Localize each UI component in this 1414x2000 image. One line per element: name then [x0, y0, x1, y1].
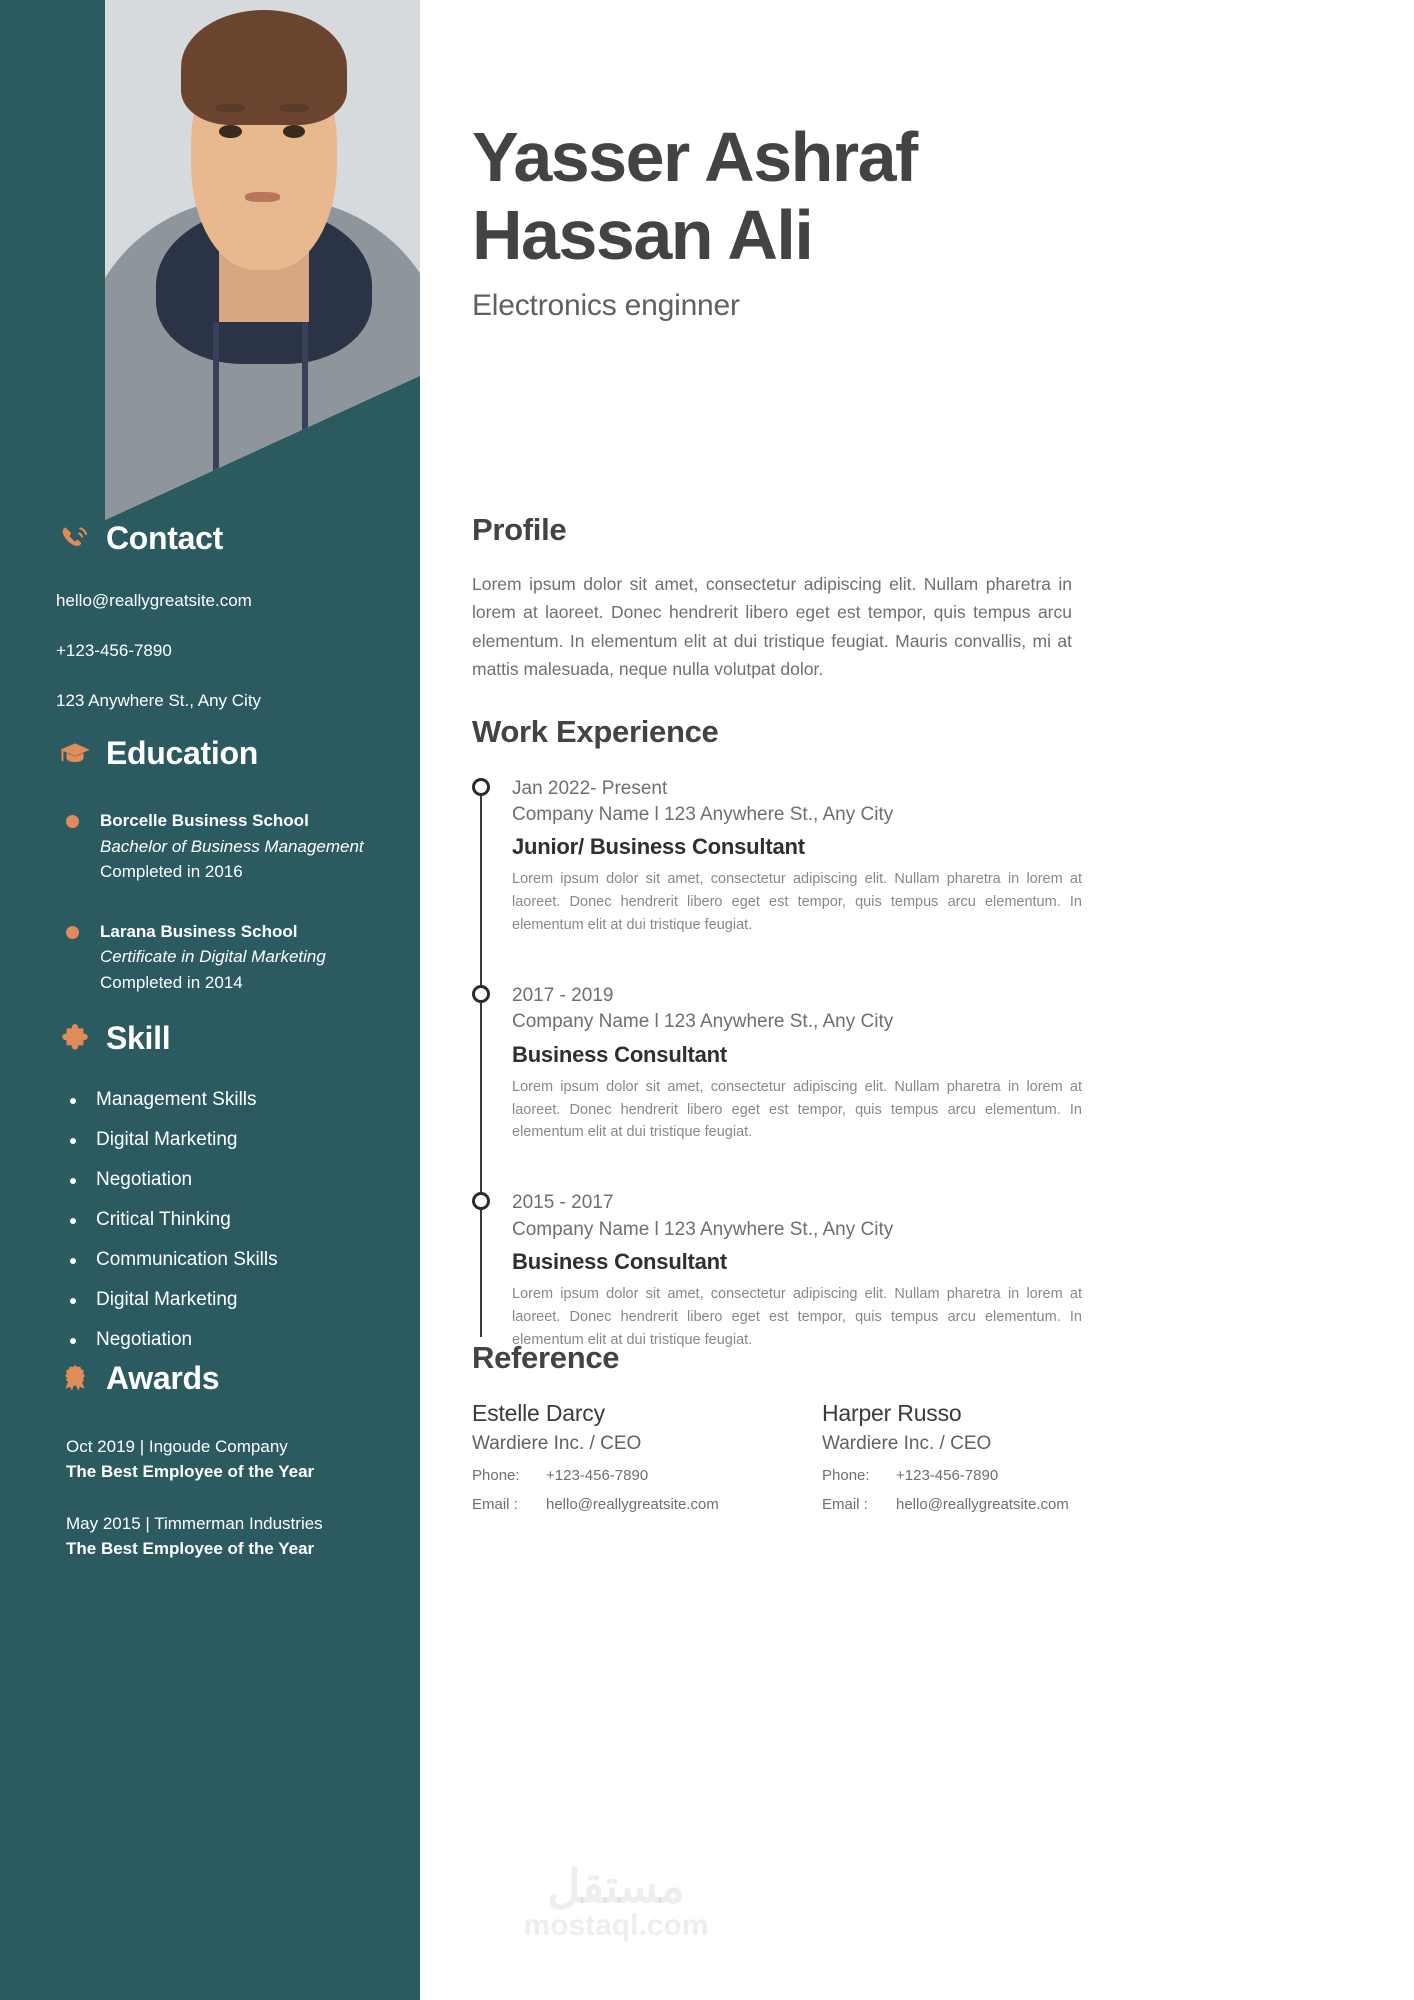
watermark-arabic: مستقل — [547, 1860, 685, 1912]
work-company: Company Name l 123 Anywhere St., Any City — [512, 1011, 894, 1033]
profile-photo — [0, 0, 420, 560]
name-block — [472, 118, 1352, 323]
work-role: Business Consultant — [512, 1248, 728, 1274]
education-degree: Certificate in Digital Marketing — [100, 947, 326, 966]
award-ribbon-icon — [58, 1362, 92, 1396]
reference-list — [472, 1400, 1172, 1513]
work-description: Lorem ipsum dolor sit amet, consectetur adipiscing elit. Nullam pharetra in lorem at laoreet. Donec hendrerit libero eget est tempor, quis tempus arcu elementum. In elementum elit at dui tristique feugiat. — [512, 871, 1082, 934]
work-date: Jan 2022- Present — [512, 778, 668, 799]
contact-title: Contact — [106, 520, 224, 556]
skill-item: Management Skills — [70, 1089, 420, 1111]
reference-phone[interactable]: +123-456-7890 — [896, 1467, 999, 1484]
timeline-node-icon — [472, 985, 490, 1003]
award-meta: Oct 2019 | Ingoude Company — [66, 1437, 288, 1456]
award-item — [0, 1512, 420, 1561]
reference-role: Wardiere Inc. / CEO — [472, 1433, 642, 1454]
sidebar-section-awards — [0, 1360, 420, 1590]
work-role: Junior/ Business Consultant — [512, 834, 805, 860]
profile-title: Profile — [472, 512, 567, 547]
work-timeline — [472, 776, 1092, 1351]
education-list — [0, 808, 420, 995]
phone-icon — [58, 522, 92, 556]
email-label: Email : — [472, 1496, 518, 1513]
sidebar-section-skill — [0, 1020, 420, 1369]
skill-item: Negotiation — [70, 1329, 420, 1351]
timeline-node-icon — [472, 1192, 490, 1210]
work-role: Business Consultant — [512, 1041, 728, 1067]
awards-heading — [0, 1360, 420, 1397]
phone-label: Phone: — [472, 1467, 520, 1484]
portrait-image — [105, 0, 420, 520]
main-content — [420, 0, 1414, 2000]
skill-item: Digital Marketing — [70, 1129, 420, 1151]
awards-list — [0, 1435, 420, 1562]
work-item — [512, 983, 1092, 1144]
reference-phone-row — [822, 1467, 1132, 1484]
skill-item: Digital Marketing — [70, 1289, 420, 1311]
sidebar-section-contact — [0, 520, 420, 741]
awards-title: Awards — [106, 1360, 220, 1396]
work-experience-section — [472, 714, 1132, 1351]
award-item — [0, 1435, 420, 1484]
reference-email[interactable]: hello@reallygreatsite.com — [896, 1496, 1069, 1513]
education-title: Education — [106, 735, 258, 771]
work-description: Lorem ipsum dolor sit amet, consectetur adipiscing elit. Nullam pharetra in lorem at laoreet. Donec hendrerit libero eget est tempor, quis tempus arcu elementum. In elementum elit at dui tristique feugiat. — [512, 1078, 1082, 1141]
skill-list — [0, 1089, 420, 1351]
skill-item: Critical Thinking — [70, 1209, 420, 1231]
skill-title: Skill — [106, 1020, 171, 1056]
email-label: Email : — [822, 1496, 868, 1513]
education-school: Borcelle Business School — [100, 811, 309, 830]
reference-role: Wardiere Inc. / CEO — [822, 1433, 992, 1454]
work-date: 2017 - 2019 — [512, 985, 614, 1007]
reference-phone[interactable]: +123-456-7890 — [546, 1467, 649, 1484]
reference-phone-row — [472, 1467, 782, 1484]
reference-email-row — [822, 1496, 1132, 1513]
work-item — [512, 1190, 1092, 1351]
education-completed: Completed in 2014 — [100, 972, 243, 992]
skill-item: Negotiation — [70, 1169, 420, 1191]
reference-title: Reference — [472, 1340, 620, 1375]
reference-item — [822, 1400, 1132, 1513]
bullet-dot-icon — [66, 815, 79, 828]
bullet-dot-icon — [66, 926, 79, 939]
contact-heading — [0, 520, 420, 557]
education-item — [0, 919, 420, 996]
puzzle-piece-icon — [58, 1022, 92, 1056]
job-title: Electronics enginner — [472, 288, 740, 322]
work-company: Company Name l 123 Anywhere St., Any City — [512, 1218, 894, 1240]
work-date: 2015 - 2017 — [512, 1192, 614, 1214]
education-degree: Bachelor of Business Management — [100, 836, 364, 856]
education-completed: Completed in 2016 — [100, 862, 243, 881]
award-title: The Best Employee of the Year — [66, 1538, 315, 1558]
sidebar — [0, 0, 420, 2000]
contact-list — [0, 591, 420, 711]
watermark-latin: mostaql.com — [523, 1909, 709, 1943]
work-experience-title: Work Experience — [472, 714, 719, 749]
education-heading — [0, 735, 420, 772]
award-title: The Best Employee of the Year — [66, 1461, 315, 1481]
reference-name: Estelle Darcy — [472, 1400, 605, 1426]
timeline-node-icon — [472, 778, 490, 796]
work-item — [512, 776, 1092, 937]
skill-heading — [0, 1020, 420, 1057]
contact-address: 123 Anywhere St., Any City — [56, 691, 262, 710]
work-company: Company Name l 123 Anywhere St., Any City — [512, 804, 894, 826]
work-description: Lorem ipsum dolor sit amet, consectetur adipiscing elit. Nullam pharetra in lorem at laoreet. Donec hendrerit libero eget est tempor, quis tempus arcu elementum. In elementum elit at dui tristique feugiat. — [512, 1285, 1082, 1348]
reference-section — [472, 1340, 1172, 1513]
education-school: Larana Business School — [100, 921, 298, 941]
profile-section — [472, 512, 1112, 683]
graduation-cap-icon — [58, 737, 92, 771]
full-name-line1: Yasser Ashraf — [472, 118, 917, 196]
reference-name: Harper Russo — [822, 1400, 962, 1426]
reference-email[interactable]: hello@reallygreatsite.com — [546, 1496, 719, 1513]
phone-label: Phone: — [822, 1467, 870, 1484]
contact-email[interactable]: hello@reallygreatsite.com — [56, 591, 252, 610]
profile-text: Lorem ipsum dolor sit amet, consectetur adipiscing elit. Nullam pharetra in lorem at laoreet. Donec hendrerit libero eget est tempor, quis tempus arcu elementum. In elementum elit at dui tristique feugiat. Mauris convallis, mi at mattis malesuada, neque nulla volutpat dolor. — [472, 574, 1072, 680]
skill-item: Communication Skills — [70, 1249, 420, 1271]
full-name-line2: Hassan Ali — [472, 196, 813, 275]
education-item — [0, 808, 420, 885]
contact-phone[interactable]: +123-456-7890 — [56, 641, 172, 660]
reference-item — [472, 1400, 782, 1513]
timeline-axis — [480, 788, 482, 1337]
reference-email-row — [472, 1496, 782, 1513]
sidebar-section-education — [0, 735, 420, 1029]
award-meta: May 2015 | Timmerman Industries — [66, 1514, 323, 1534]
